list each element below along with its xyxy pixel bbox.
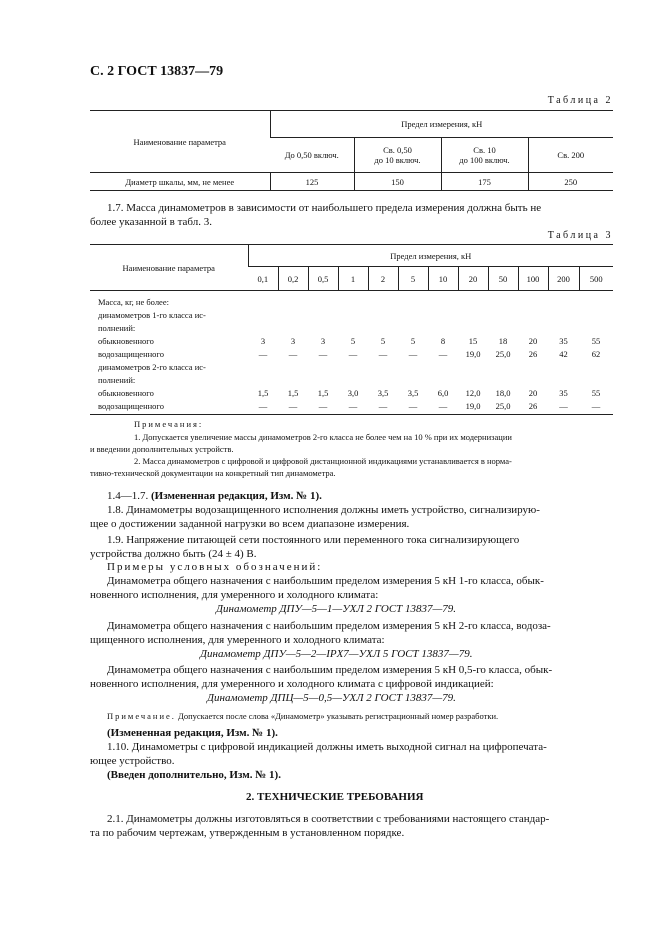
table-3-cell <box>518 291 548 309</box>
table-3-cell <box>488 308 518 321</box>
table-3-cell: — <box>278 399 308 415</box>
table-3-cell <box>488 291 518 309</box>
table-row <box>90 373 613 386</box>
table-3-cell <box>278 373 308 386</box>
table-3-col-header: 100 <box>518 267 548 291</box>
table-3-cell <box>518 360 548 373</box>
table-3-cell <box>368 321 398 334</box>
table-3-cell <box>458 308 488 321</box>
table-2-col-header: Св. 10 до 100 включ. <box>441 138 528 173</box>
table-2-row-label: Диаметр шкалы, мм, не менее <box>90 173 270 191</box>
example-1: Динамометра общего назначения с наибольшим пределом измерения 5 кН 1-го класса, обык- <box>107 575 544 587</box>
table-3-cell <box>458 360 488 373</box>
table-3-col-header: 10 <box>428 267 458 291</box>
table-3-cell <box>398 373 428 386</box>
table-3-cell <box>338 291 368 309</box>
table-3-cell: 55 <box>591 387 601 398</box>
table-3-cell <box>428 321 458 334</box>
paragraph-1-9: 1.9. Напряжение питающей сети постоянного или переменного тока сигнализирующего <box>107 534 520 546</box>
table-2-col-header: До 0,50 включ. <box>270 138 354 173</box>
table-3-cell <box>308 291 338 309</box>
table-3-cell <box>428 308 458 321</box>
table-3-cell <box>308 360 338 373</box>
table-3 <box>90 244 613 415</box>
paragraph-1-9-cont: устройства должно быть (24 ± 4) В. <box>90 548 257 560</box>
table-3-cell <box>248 321 278 334</box>
table-3-cell: — <box>308 399 338 415</box>
table-3-col-header: 0,1 <box>248 267 278 291</box>
table-row <box>90 334 613 347</box>
table-3-cell <box>548 360 579 373</box>
table-3-cell: 25,0 <box>495 348 511 359</box>
table-3-cell: — <box>438 348 448 359</box>
table-3-cell <box>308 321 338 334</box>
table-3-cell: 15 <box>468 335 478 346</box>
table-3-cell <box>248 360 278 373</box>
table-3-cell <box>548 291 579 309</box>
table-3-cell <box>488 360 518 373</box>
table-3-row-label: полнений: <box>98 322 136 333</box>
table-3-cell <box>518 308 548 321</box>
table-row <box>90 399 613 415</box>
table-3-cell: — <box>428 399 458 415</box>
table-3-col-header: 500 <box>579 267 613 291</box>
table-3-cell <box>398 321 428 334</box>
table-3-cell <box>368 360 398 373</box>
table-2-cell: 125 <box>270 173 354 191</box>
table-3-cell: 62 <box>591 348 601 359</box>
amendment-1-4-1-7: 1.4—1.7. (Измененная редакция, Изм. № 1). <box>107 490 322 502</box>
table-3-cell: 35 <box>559 387 568 398</box>
table-3-cell: 6,0 <box>437 387 449 398</box>
table-row <box>90 321 613 334</box>
table-3-cell <box>458 373 488 386</box>
table-3-cell <box>428 360 458 373</box>
table-3-cell <box>518 321 548 334</box>
table-3-cell <box>308 308 338 321</box>
table-3-row-label: полнений: <box>98 374 136 385</box>
example-3-cont: новенного исполнения, для умеренного и холодного климата с цифровой индикацией: <box>90 678 494 690</box>
table-3-cell <box>278 291 308 309</box>
table-2 <box>90 110 613 191</box>
table-3-cell <box>338 360 368 373</box>
table-3-range-header: Предел измерения, кН <box>248 245 613 267</box>
table-3-cell <box>548 373 579 386</box>
table-3-cell <box>368 291 398 309</box>
table-3-cell <box>338 308 368 321</box>
table-3-cell <box>338 373 368 386</box>
page-header: С. 2 ГОСТ 13837—79 <box>90 64 224 79</box>
table-3-cell <box>398 308 428 321</box>
example-note: Примечание. Допускается после слова «Динамометр» указывать регистрационный номер разработки. <box>107 711 499 721</box>
table-3-cell: 55 <box>591 335 601 346</box>
table-3-row-label: Масса, кг, не более: <box>98 296 169 307</box>
table-3-col-header: 200 <box>548 267 579 291</box>
table-3-col-header: 2 <box>368 267 398 291</box>
table-2-cell: 250 <box>528 173 613 191</box>
table-3-cell: 3,5 <box>377 387 389 398</box>
section-heading: 2. ТЕХНИЧЕСКИЕ ТРЕБОВАНИЯ <box>246 791 424 803</box>
table-3-cell <box>458 291 488 309</box>
table-3-cell <box>458 321 488 334</box>
table-2-caption: Таблица 2 <box>547 95 613 106</box>
table-row <box>90 347 613 360</box>
table-3-row-label: обыкновенного <box>98 387 154 398</box>
table-3-cell <box>428 291 458 309</box>
table-3-row-label: динамометров 1-го класса ис- <box>98 309 206 320</box>
notes-title: Примечания: <box>134 419 204 429</box>
table-3-cell: 20 <box>528 335 538 346</box>
table-row <box>90 386 613 399</box>
table-3-row-label: водозащищенного <box>98 348 164 359</box>
table-3-cell <box>398 291 428 309</box>
paragraph-1-8: 1.8. Динамометры водозащищенного исполнения должны иметь устройство, сигнализирую- <box>107 504 540 516</box>
table-3-cell: — <box>338 399 368 415</box>
table-3-cell: — <box>579 399 613 415</box>
table-3-cell: 19,0 <box>465 348 481 359</box>
table-3-cell: — <box>398 399 428 415</box>
paragraph-1-10: 1.10. Динамометры с цифровой индикацией должны иметь выходной сигнал на цифропечата- <box>107 741 547 753</box>
table-row <box>90 360 613 373</box>
table-3-cell: 3 <box>260 335 266 346</box>
table-3-cell: — <box>548 399 579 415</box>
table-3-col-header: 1 <box>338 267 368 291</box>
table-3-cell <box>548 321 579 334</box>
table-3-cell: 26 <box>528 348 538 359</box>
table-3-cell <box>579 360 613 373</box>
table-3-cell <box>548 308 579 321</box>
table-3-cell: 1,5 <box>317 387 329 398</box>
table-3-cell: 3,5 <box>407 387 419 398</box>
example-3: Динамометра общего назначения с наибольшим пределом измерения 5 кН 0,5-го класса, обык- <box>107 664 553 676</box>
table-3-cell <box>368 373 398 386</box>
table-3-cell: 18,0 <box>495 387 511 398</box>
table-3-cell: 18 <box>498 335 508 346</box>
table-3-cell: — <box>378 348 388 359</box>
paragraph-1-10-cont: ющее устройство. <box>90 755 175 767</box>
table-3-cell: 42 <box>559 348 568 359</box>
table-3-col-header: 0,2 <box>278 267 308 291</box>
table-3-cell: 20 <box>528 387 538 398</box>
note-2: 2. Масса динамометров с цифровой и цифровой дистанционной индикациями устанавливается в норма- <box>134 456 512 466</box>
table-3-cell <box>368 308 398 321</box>
note-1: 1. Допускается увеличение массы динамометров 2-го класса не более чем на 10 % при их модернизации <box>134 432 512 442</box>
table-3-cell: — <box>258 348 268 359</box>
example-2-cont: щищенного исполнения, для умеренного и холодного климата: <box>90 634 385 646</box>
table-2-col-header: Св. 200 <box>528 138 613 173</box>
table-3-cell: — <box>348 348 358 359</box>
table-3-cell <box>248 291 278 309</box>
table-3-cell <box>248 373 278 386</box>
table-2-param-header: Наименование параметра <box>90 111 270 173</box>
table-3-cell: 12,0 <box>465 387 481 398</box>
amendment-2: (Измененная редакция, Изм. № 1). <box>107 727 278 739</box>
table-3-cell: — <box>288 348 298 359</box>
table-row <box>90 291 613 309</box>
table-3-cell: 3 <box>320 335 326 346</box>
table-3-cell <box>579 373 613 386</box>
table-2-cell: 175 <box>441 173 528 191</box>
table-3-caption: Таблица 3 <box>547 230 613 241</box>
example-2-designation: Динамометр ДПУ—5—2—IPX7—УХЛ 5 ГОСТ 13837—79. <box>200 648 473 660</box>
table-3-col-header: 0,5 <box>308 267 338 291</box>
table-3-cell <box>278 321 308 334</box>
table-3-param-header: Наименование параметра <box>90 245 248 291</box>
table-3-cell <box>488 373 518 386</box>
table-3-cell: 26 <box>518 399 548 415</box>
table-3-cell: 5 <box>350 335 356 346</box>
table-3-col-header: 50 <box>488 267 518 291</box>
paragraph-1-8-cont: щее о достижении заданной нагрузки во всем диапазоне измерения. <box>90 518 410 530</box>
table-3-cell: 5 <box>410 335 416 346</box>
table-3-cell <box>488 321 518 334</box>
table-3-cell <box>338 321 368 334</box>
table-3-cell <box>579 291 613 309</box>
table-3-cell: 3,0 <box>347 387 359 398</box>
table-2-col-header: Св. 0,50 до 10 включ. <box>354 138 441 173</box>
table-3-row-label: обыкновенного <box>98 335 154 346</box>
example-1-cont: новенного исполнения, для умеренного и холодного климата: <box>90 589 379 601</box>
table-3-cell: 25,0 <box>488 399 518 415</box>
table-3-cell: 1,5 <box>257 387 269 398</box>
table-3-cell: 19,0 <box>458 399 488 415</box>
table-3-row-label: динамометров 2-го класса ис- <box>98 361 206 372</box>
table-3-row-label: водозащищенного <box>90 399 248 415</box>
table-3-cell: — <box>368 399 398 415</box>
paragraph-1-7: 1.7. Масса динамометров в зависимости от наибольшего предела измерения должна быть не <box>107 202 542 214</box>
amendment-3: (Введен дополнительно, Изм. № 1). <box>107 769 281 781</box>
table-3-col-header: 20 <box>458 267 488 291</box>
table-3-cell: 1,5 <box>287 387 299 398</box>
table-row <box>90 308 613 321</box>
table-3-col-header: 5 <box>398 267 428 291</box>
table-3-cell <box>278 360 308 373</box>
table-3-cell <box>278 308 308 321</box>
examples-heading: Примеры условных обозначений: <box>107 561 323 573</box>
table-3-cell: 35 <box>559 335 568 346</box>
table-2-range-header: Предел измерения, кН <box>270 111 613 138</box>
table-3-cell <box>518 373 548 386</box>
table-3-cell <box>248 308 278 321</box>
table-3-cell <box>308 373 338 386</box>
note-2-cont: тивно-технической документации на конкретный тип динамометра. <box>90 468 336 478</box>
table-3-cell: 3 <box>290 335 296 346</box>
table-3-cell: — <box>318 348 328 359</box>
table-3-cell: 8 <box>440 335 446 346</box>
table-2-cell: 150 <box>354 173 441 191</box>
table-3-cell <box>579 321 613 334</box>
example-2: Динамометра общего назначения с наибольшим пределом измерения 5 кН 2-го класса, водоза- <box>107 620 551 632</box>
paragraph-2-1: 2.1. Динамометры должны изготовляться в соответствии с требованиями настоящего стандар- <box>107 813 550 825</box>
example-3-designation: Динамометр ДПЦ—5—0,5—УХЛ 2 ГОСТ 13837—79. <box>207 692 456 704</box>
table-3-cell: — <box>248 399 278 415</box>
table-3-cell: 5 <box>380 335 386 346</box>
paragraph-2-1-cont: та по рабочим чертежам, утвержденным в установленном порядке. <box>90 827 405 839</box>
note-1-cont: и введении дополнительных устройств. <box>90 444 234 454</box>
table-3-cell <box>428 373 458 386</box>
table-3-cell <box>398 360 428 373</box>
example-1-designation: Динамометр ДПУ—5—1—УХЛ 2 ГОСТ 13837—79. <box>216 603 457 615</box>
table-3-cell: — <box>408 348 418 359</box>
table-3-cell <box>579 308 613 321</box>
paragraph-1-7-cont: более указанной в табл. 3. <box>90 216 212 228</box>
